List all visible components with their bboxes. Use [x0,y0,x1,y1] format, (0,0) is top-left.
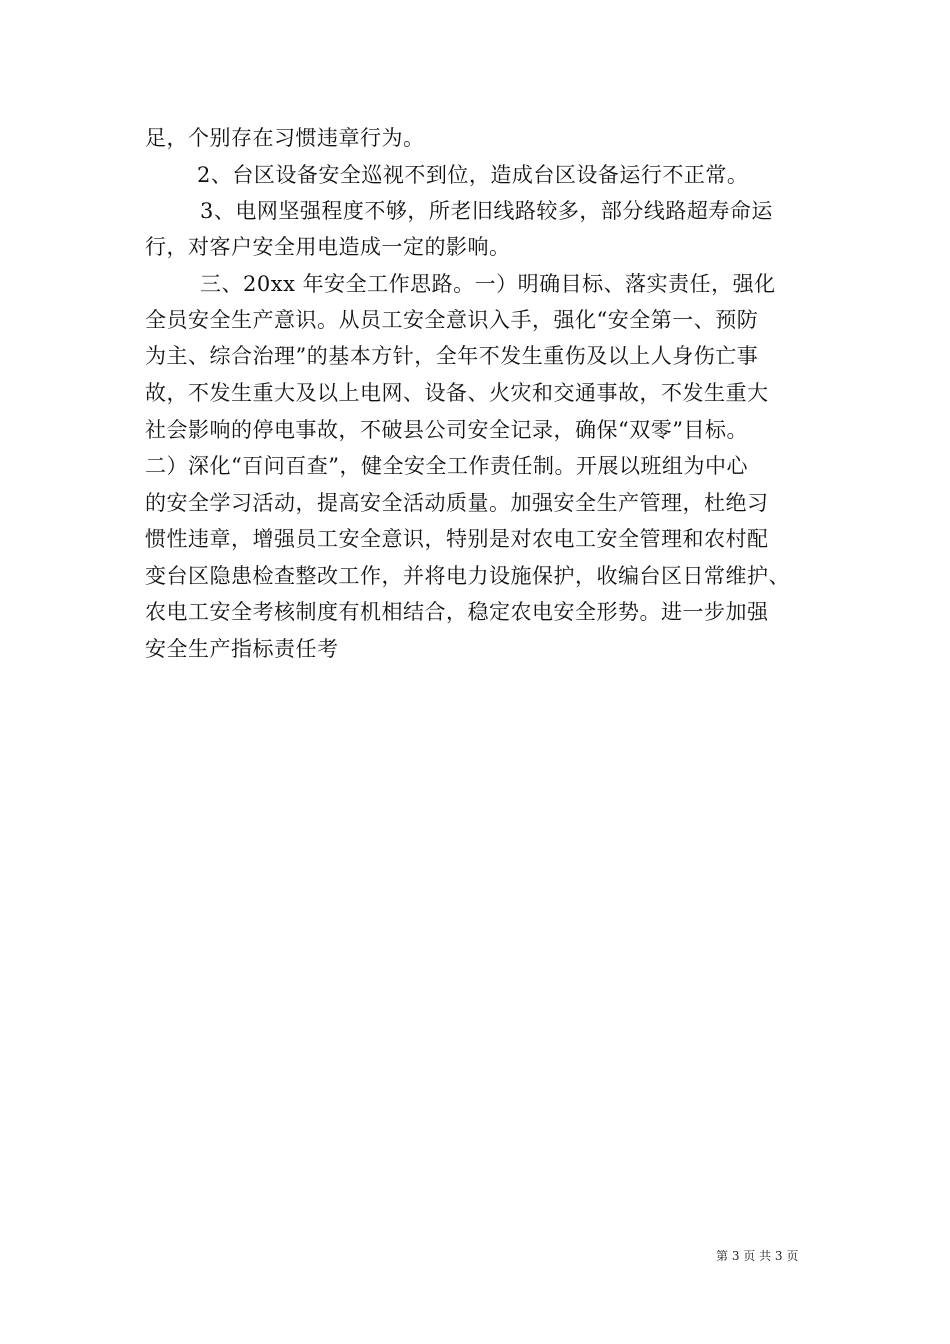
text-line: 惯性违章，增强员工安全意识，特别是对农电工安全管理和农村配 [145,527,769,551]
text-line: 社会影响的停电事故，不破县公司安全记录，确保“双零”目标。 [145,418,748,442]
text-line: 2、台区设备安全巡视不到位，造成台区设备运行不正常。 [197,163,749,187]
text-line: 足，个别存在习惯违章行为。 [145,126,425,150]
text-line: 三、20xx 年安全工作思路。一）明确目标、落实责任，强化 [200,272,776,296]
text-line: 为主、综合治理”的基本方针，全年不发生重伤及以上人身伤亡事 [145,344,759,368]
page-number: 第 3 页 共 3 页 [716,1249,799,1263]
text-line: 安全生产指标责任考 [145,637,339,661]
text-line: 的安全学习活动，提高安全活动质量。加强安全生产管理，杜绝习 [145,491,769,515]
text-line: 农电工安全考核制度有机相结合，稳定农电安全形势。进一步加强 [145,600,769,624]
text-line: 3、电网坚强程度不够，所老旧线路较多，部分线路超寿命运 [200,199,773,223]
text-line: 二）深化“百问百查”，健全安全工作责任制。开展以班组为中心 [145,454,748,478]
text-line: 全员安全生产意识。从员工安全意识入手，强化“安全第一、预防 [145,308,759,332]
text-line: 变台区隐患检查整改工作，并将电力设施保护，收编台区日常维护、 [145,564,790,588]
text-line: 行，对客户安全用电造成一定的影响。 [145,235,511,259]
text-line: 故，不发生重大及以上电网、设备、火灾和交通事故，不发生重大 [145,381,769,405]
